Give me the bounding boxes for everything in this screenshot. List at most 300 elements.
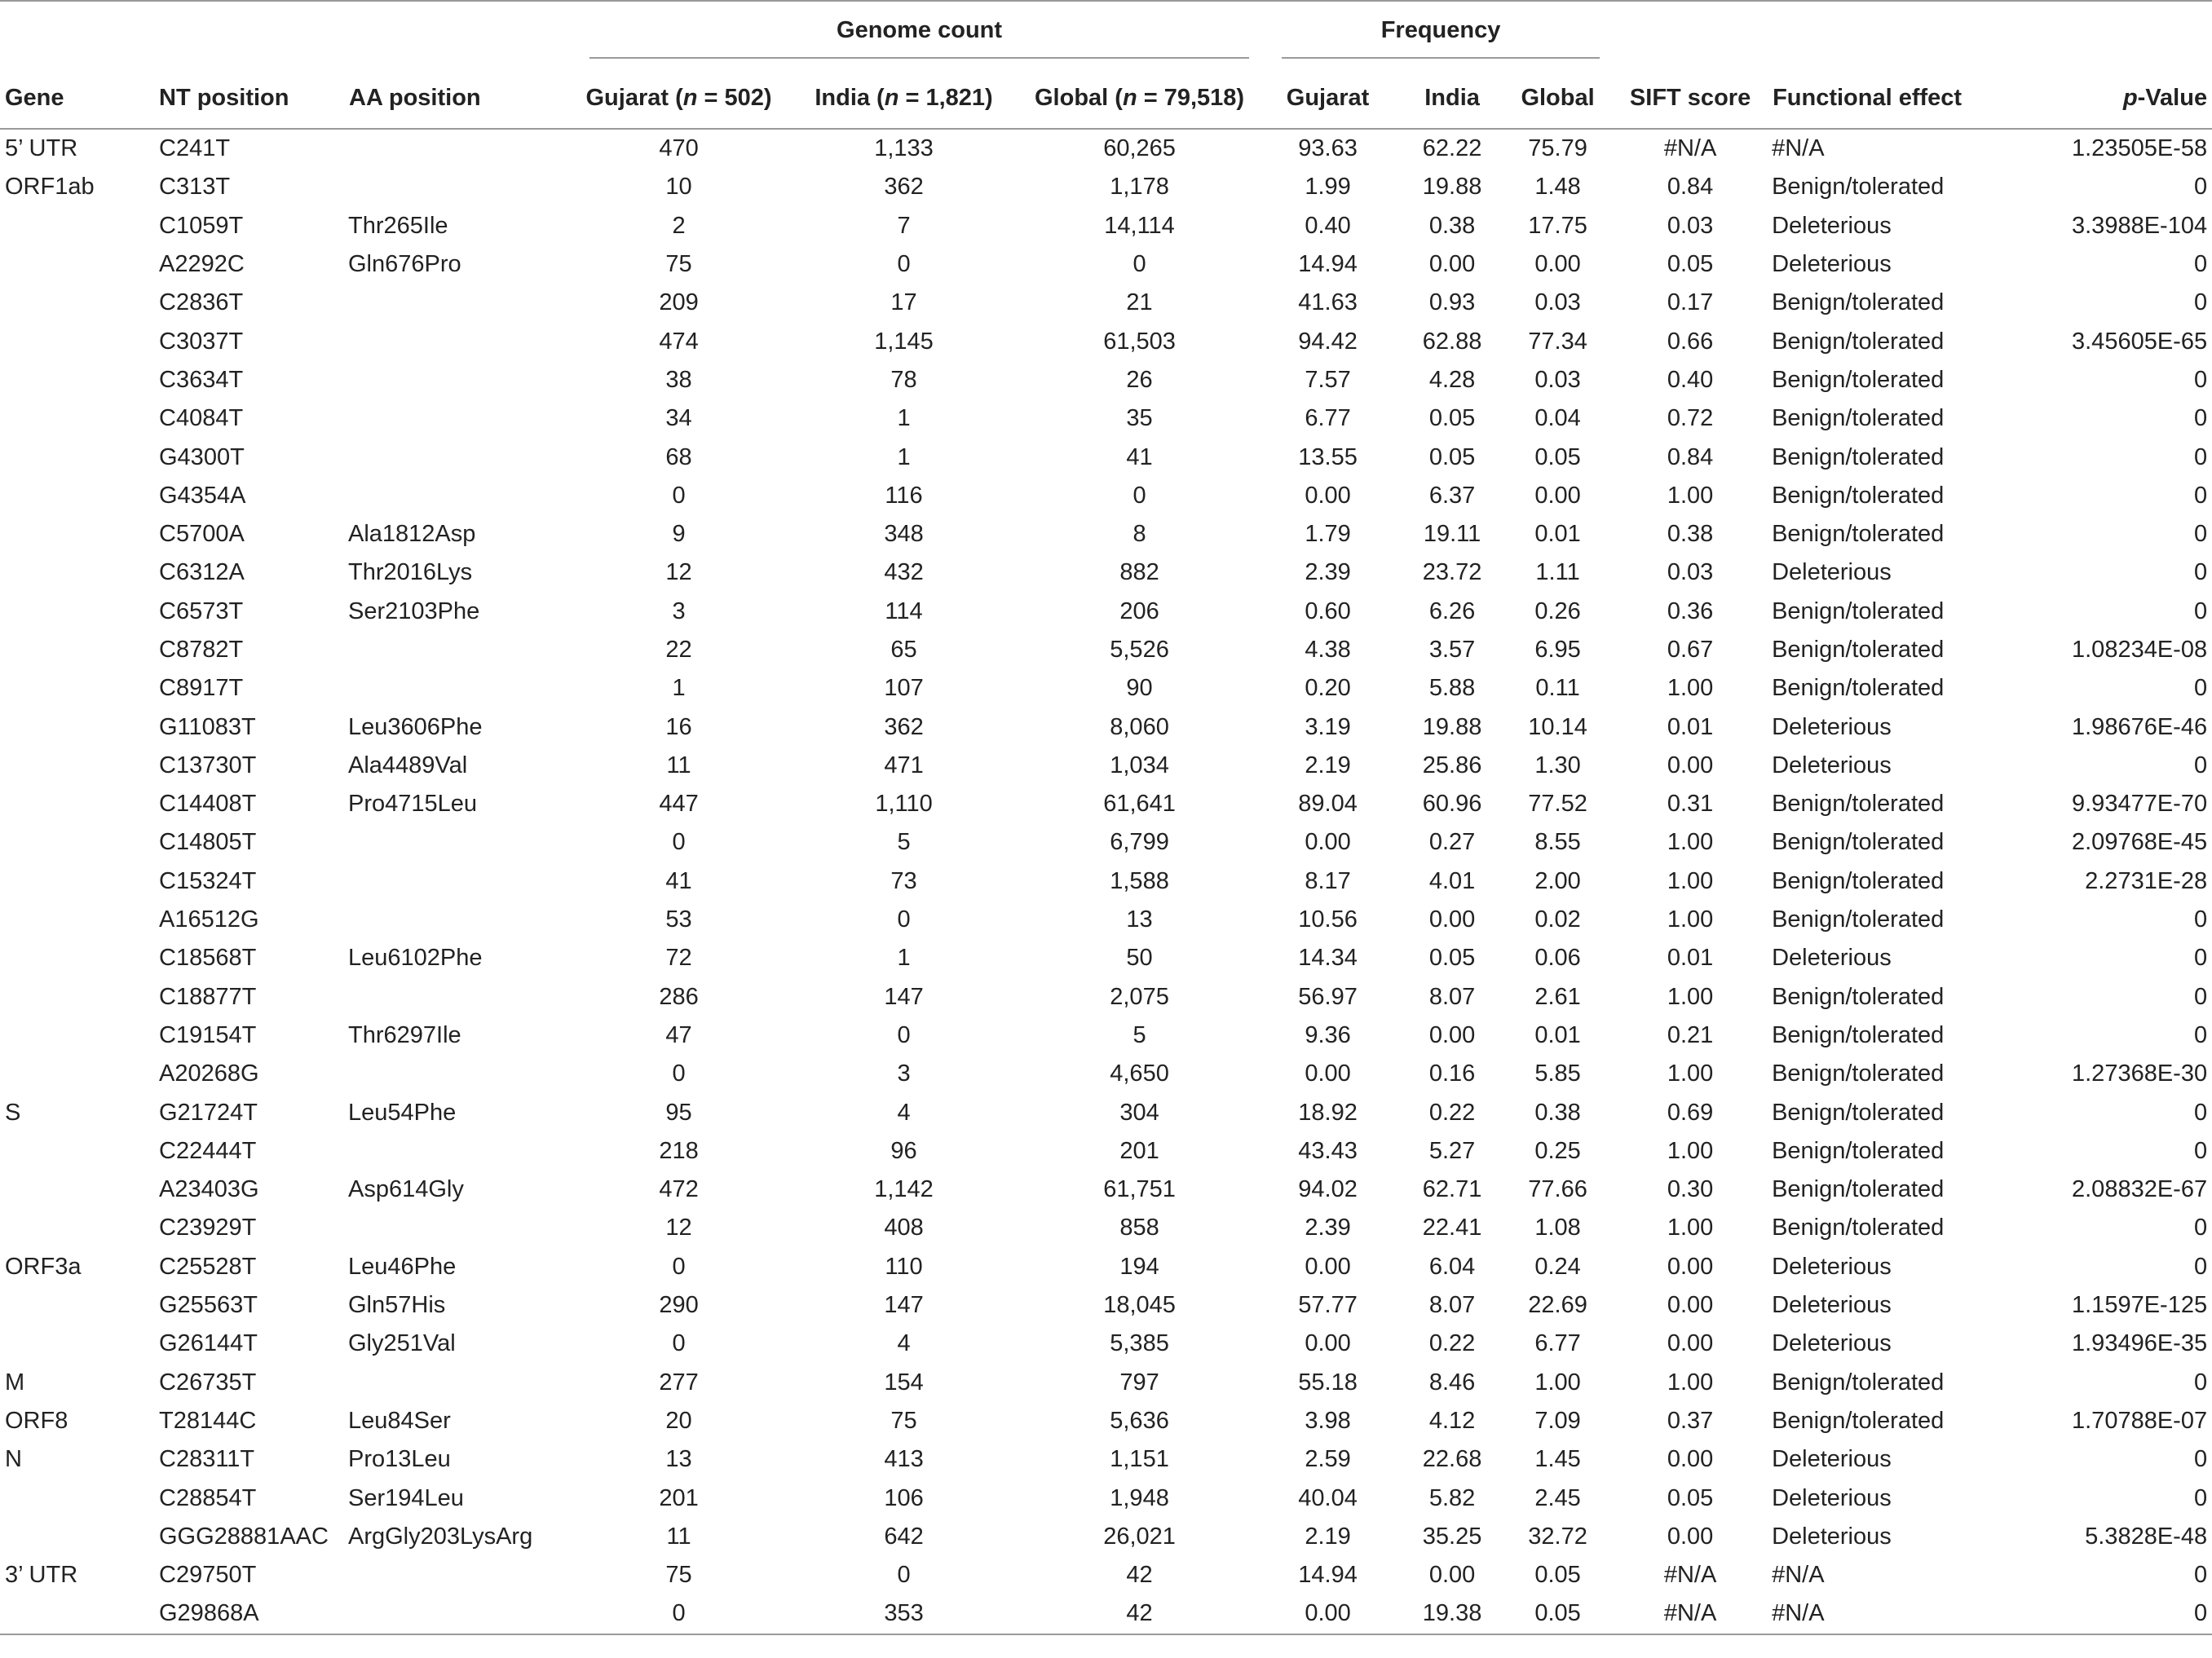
cell-global-freq: 0.03 — [1534, 289, 1581, 316]
cell-gujarat-count: 0 — [672, 1061, 686, 1087]
cell-sift-score: 0.05 — [1667, 251, 1714, 278]
cell-aa-position: Thr2016Lys — [348, 559, 473, 586]
cell-functional-effect: Benign/tolerated — [1772, 1099, 1945, 1126]
col-header-nt-position: NT position — [135, 68, 348, 129]
cell-global-freq: 0.38 — [1534, 1099, 1581, 1126]
column-header-row — [0, 68, 2212, 129]
cell-functional-effect: Deleterious — [1772, 1330, 1892, 1357]
cell-functional-effect: Benign/tolerated — [1772, 521, 1945, 548]
table-row — [0, 593, 2212, 631]
cell-sift-score: 0.36 — [1667, 597, 1714, 624]
cell-india-freq: 0.22 — [1428, 1099, 1476, 1126]
cell-india-count: 17 — [890, 289, 917, 316]
cell-gujarat-count: 75 — [665, 1562, 692, 1589]
cell-gujarat-count: 290 — [659, 1292, 699, 1319]
cell-global-freq: 1.08 — [1534, 1215, 1581, 1241]
table-row — [0, 862, 2212, 901]
cell-india-freq: 6.26 — [1428, 597, 1476, 624]
cell-functional-effect: Benign/tolerated — [1772, 1176, 1945, 1203]
cell-functional-effect: Deleterious — [1772, 559, 1892, 586]
cell-nt-position: A2292C — [159, 251, 245, 278]
global-count-prefix: Global ( — [1035, 84, 1123, 111]
frequency-group-header — [1258, 1, 1609, 68]
cell-aa-position — [348, 901, 571, 939]
table-row — [0, 322, 2212, 360]
cell-p-value: 3.45605E-65 — [2072, 328, 2208, 355]
cell-functional-effect: Deleterious — [1772, 1446, 1892, 1473]
cell-gujarat-count: 218 — [659, 1137, 699, 1164]
cell-nt-position: C22444T — [159, 1137, 257, 1164]
cell-nt-position: C6312A — [159, 559, 245, 586]
cell-global-freq: 0.00 — [1534, 482, 1581, 509]
cell-india-count: 7 — [897, 212, 911, 239]
cell-p-value: 2.2731E-28 — [2085, 867, 2208, 894]
cell-global-freq: 0.05 — [1534, 443, 1581, 470]
cell-india-freq: 25.86 — [1422, 752, 1482, 778]
cell-global-count: 1,151 — [1110, 1446, 1169, 1473]
cell-india-freq: 22.41 — [1422, 1215, 1482, 1241]
cell-gujarat-count: 201 — [659, 1484, 699, 1511]
cell-gene — [0, 631, 135, 669]
cell-aa-position: Pro4715Leu — [348, 791, 478, 818]
cell-gujarat-freq: 56.97 — [1298, 983, 1358, 1010]
cell-gene: ORF3a — [5, 1253, 82, 1280]
table-row — [0, 1594, 2212, 1634]
cell-nt-position: C23929T — [159, 1215, 257, 1241]
cell-nt-position: C18568T — [159, 945, 257, 972]
cell-functional-effect: Benign/tolerated — [1772, 289, 1945, 316]
cell-gene — [0, 785, 135, 823]
cell-gene — [0, 207, 135, 245]
cell-global-count: 5,385 — [1110, 1330, 1169, 1357]
cell-gujarat-count: 9 — [672, 521, 686, 548]
table-row — [0, 1055, 2212, 1093]
cell-global-freq: 32.72 — [1528, 1523, 1587, 1550]
cell-gujarat-count: 95 — [665, 1099, 692, 1126]
cell-aa-position — [348, 1132, 571, 1171]
cell-gujarat-freq: 4.38 — [1305, 637, 1351, 663]
col-header-sift-score: SIFT score — [1609, 68, 1772, 129]
cell-india-freq: 5.82 — [1428, 1484, 1476, 1511]
cell-aa-position — [348, 862, 571, 901]
cell-p-value: 0 — [2193, 443, 2208, 470]
cell-global-count: 42 — [1126, 1562, 1153, 1589]
cell-gene — [0, 708, 135, 746]
table-row — [0, 823, 2212, 862]
cell-sift-score: 0.38 — [1667, 521, 1714, 548]
table-body — [0, 129, 2212, 1634]
cell-nt-position: C26735T — [159, 1369, 257, 1396]
cell-gujarat-count: 10 — [665, 174, 692, 201]
cell-p-value: 1.98676E-46 — [2072, 713, 2208, 740]
cell-india-freq: 0.00 — [1428, 1562, 1476, 1589]
cell-p-value: 0 — [2193, 366, 2208, 393]
cell-functional-effect: Benign/tolerated — [1772, 482, 1945, 509]
table-row — [0, 785, 2212, 823]
cell-functional-effect: Deleterious — [1772, 212, 1892, 239]
cell-gujarat-freq: 13.55 — [1298, 443, 1358, 470]
cell-india-count: 1,110 — [875, 791, 933, 818]
cell-global-freq: 0.03 — [1534, 366, 1581, 393]
cell-gene — [0, 1518, 135, 1556]
cell-gujarat-count: 209 — [659, 289, 699, 316]
cell-nt-position: G4354A — [159, 482, 246, 509]
cell-gujarat-count: 2 — [672, 212, 686, 239]
cell-india-count: 0 — [897, 1021, 911, 1048]
cell-india-freq: 4.01 — [1428, 867, 1476, 894]
gujarat-count-prefix: Gujarat ( — [585, 84, 683, 111]
cell-gujarat-freq: 40.04 — [1298, 1484, 1358, 1511]
cell-p-value: 0 — [2193, 482, 2208, 509]
cell-functional-effect: #N/A — [1772, 1594, 2016, 1634]
cell-global-count: 50 — [1126, 945, 1153, 972]
cell-gene — [0, 901, 135, 939]
cell-aa-position — [348, 477, 571, 515]
cell-functional-effect: Benign/tolerated — [1772, 906, 1945, 933]
cell-global-freq: 17.75 — [1528, 212, 1587, 239]
cell-gujarat-count: 447 — [659, 791, 699, 818]
cell-india-count: 3 — [897, 1061, 911, 1087]
cell-gene — [0, 747, 135, 785]
cell-sift-score: 1.00 — [1667, 675, 1714, 702]
cell-gujarat-freq: 0.60 — [1305, 597, 1351, 624]
cell-sift-score: #N/A — [1609, 1594, 1772, 1634]
cell-nt-position: A23403G — [159, 1176, 259, 1203]
cell-aa-position — [348, 322, 571, 360]
cell-india-count: 154 — [884, 1369, 924, 1396]
genome-count-label: Genome count — [837, 16, 1003, 43]
cell-aa-position — [348, 1209, 571, 1247]
cell-nt-position: C8782T — [159, 637, 244, 663]
cell-aa-position: Leu3606Phe — [348, 713, 483, 740]
cell-functional-effect: Benign/tolerated — [1772, 328, 1945, 355]
cell-india-count: 348 — [884, 521, 924, 548]
cell-gene — [0, 939, 135, 977]
cell-sift-score: 1.00 — [1667, 1369, 1714, 1396]
table-row — [0, 1286, 2212, 1325]
cell-global-count: 61,641 — [1103, 791, 1176, 818]
cell-nt-position: C6573T — [159, 597, 244, 624]
cell-gujarat-count: 16 — [665, 713, 692, 740]
cell-india-count: 147 — [884, 1292, 924, 1319]
table-row — [0, 1209, 2212, 1247]
cell-gene — [0, 245, 135, 284]
cell-functional-effect: Benign/tolerated — [1772, 1369, 1945, 1396]
cell-aa-position — [348, 669, 571, 708]
cell-gujarat-freq: 0.00 — [1305, 1330, 1351, 1357]
cell-sift-score: 1.00 — [1667, 867, 1714, 894]
cell-global-freq: 0.05 — [1534, 1562, 1581, 1589]
cell-p-value: 2.09768E-45 — [2072, 829, 2208, 856]
cell-p-value: 0 — [2193, 251, 2208, 278]
cell-gujarat-count: 1 — [672, 675, 686, 702]
cell-global-count: 18,045 — [1103, 1292, 1176, 1319]
cell-india-count: 1,133 — [874, 135, 934, 162]
cell-global-count: 5,636 — [1110, 1407, 1169, 1434]
cell-functional-effect: Benign/tolerated — [1772, 1407, 1945, 1434]
cell-gene — [0, 322, 135, 360]
cell-gujarat-count: 12 — [665, 559, 692, 586]
cell-p-value: 0 — [2016, 1594, 2212, 1634]
table-row — [0, 207, 2212, 245]
cell-gujarat-count: 20 — [665, 1407, 692, 1434]
table-row — [0, 553, 2212, 592]
cell-nt-position: T28144C — [159, 1407, 257, 1434]
cell-india-count: 471 — [884, 752, 924, 778]
cell-aa-position — [348, 1364, 571, 1402]
cell-india-freq: 60.96 — [1422, 791, 1482, 818]
cell-global-freq: 0.04 — [1534, 405, 1581, 432]
cell-p-value: 0 — [2193, 945, 2208, 972]
cell-india-freq: 0.38 — [1428, 212, 1476, 239]
cell-p-value: 0 — [2193, 521, 2208, 548]
cell-gujarat-freq: 43.43 — [1298, 1137, 1358, 1164]
cell-sift-score: 0.00 — [1667, 752, 1714, 778]
cell-global-freq: 10.14 — [1528, 713, 1587, 740]
cell-aa-position: Ala4489Val — [348, 752, 468, 778]
cell-p-value: 0 — [2193, 675, 2208, 702]
global-count-n: n — [1122, 84, 1137, 111]
cell-gujarat-freq: 0.00 — [1305, 482, 1351, 509]
cell-nt-position: C1059T — [159, 212, 244, 239]
cell-nt-position: C19154T — [159, 1021, 257, 1048]
cell-gujarat-count: 34 — [665, 405, 692, 432]
table-row — [0, 1132, 2212, 1171]
table-row — [0, 515, 2212, 553]
cell-sift-score: 0.67 — [1667, 637, 1714, 663]
cell-india-count: 0 — [897, 906, 911, 933]
cell-india-freq: 19.88 — [1422, 174, 1482, 201]
cell-gujarat-freq: 0.40 — [1305, 212, 1351, 239]
table-row — [0, 284, 2212, 322]
cell-functional-effect: Benign/tolerated — [1772, 829, 1945, 856]
cell-global-count: 2,075 — [1110, 983, 1169, 1010]
cell-gujarat-count: 75 — [665, 251, 692, 278]
cell-functional-effect: Benign/tolerated — [1772, 983, 1945, 1010]
cell-global-freq: 1.30 — [1534, 752, 1581, 778]
cell-gene — [0, 823, 135, 862]
col-header-india-freq: India — [1397, 68, 1507, 129]
cell-p-value: 0 — [2193, 597, 2208, 624]
cell-p-value: 1.23505E-58 — [2072, 135, 2208, 162]
cell-sift-score: 0.00 — [1667, 1523, 1714, 1550]
cell-global-freq: 0.02 — [1534, 906, 1581, 933]
cell-global-freq: 1.48 — [1534, 174, 1581, 201]
cell-global-count: 194 — [1119, 1253, 1159, 1280]
cell-gujarat-count: 11 — [666, 1523, 691, 1550]
cell-india-freq: 0.05 — [1428, 405, 1476, 432]
col-header-functional-effect: Functional effect — [1772, 68, 2016, 129]
cell-india-freq: 22.68 — [1422, 1446, 1482, 1473]
cell-sift-score: 1.00 — [1667, 829, 1714, 856]
cell-global-count: 5 — [1132, 1021, 1146, 1048]
cell-sift-score: 0.00 — [1667, 1292, 1714, 1319]
cell-gujarat-freq: 14.94 — [1298, 251, 1358, 278]
cell-india-freq: 8.46 — [1428, 1369, 1476, 1396]
cell-sift-score: 0.21 — [1667, 1021, 1714, 1048]
cell-global-freq: 77.52 — [1528, 791, 1587, 818]
cell-gujarat-freq: 93.63 — [1298, 135, 1358, 162]
cell-gujarat-freq: 2.39 — [1305, 559, 1351, 586]
cell-global-count: 60,265 — [1103, 135, 1176, 162]
cell-gujarat-freq: 2.39 — [1305, 1215, 1351, 1241]
cell-global-count: 4,650 — [1110, 1061, 1169, 1087]
cell-sift-score: 0.84 — [1667, 174, 1714, 201]
cell-aa-position — [348, 129, 571, 168]
cell-gene: N — [5, 1446, 22, 1473]
cell-functional-effect: Benign/tolerated — [1772, 791, 1945, 818]
cell-gujarat-freq: 89.04 — [1298, 791, 1358, 818]
cell-gujarat-count: 12 — [665, 1215, 692, 1241]
cell-p-value: 0 — [2193, 289, 2208, 316]
cell-sift-score: 0.31 — [1667, 791, 1714, 818]
cell-india-count: 362 — [884, 713, 924, 740]
cell-nt-position: C2836T — [159, 289, 244, 316]
table-row — [0, 631, 2212, 669]
cell-gujarat-count: 11 — [666, 752, 691, 778]
cell-functional-effect: Benign/tolerated — [1772, 174, 1945, 201]
cell-functional-effect: Deleterious — [1772, 251, 1892, 278]
cell-gujarat-count: 474 — [659, 328, 699, 355]
cell-nt-position: A16512G — [159, 906, 259, 933]
cell-india-count: 413 — [884, 1446, 924, 1473]
cell-p-value: 0 — [2193, 1484, 2208, 1511]
cell-gujarat-count: 0 — [571, 1594, 787, 1634]
cell-sift-score: 0.03 — [1667, 212, 1714, 239]
cell-global-count: 1,948 — [1110, 1484, 1169, 1511]
cell-global-count: 90 — [1126, 675, 1153, 702]
cell-gujarat-count: 0 — [672, 1330, 686, 1357]
empty-group-cell — [1609, 1, 2212, 68]
cell-nt-position: G25563T — [159, 1292, 258, 1319]
col-header-p-value — [2016, 68, 2212, 129]
cell-india-freq: 4.12 — [1428, 1407, 1476, 1434]
table-row — [0, 477, 2212, 515]
cell-functional-effect: Benign/tolerated — [1772, 1215, 1945, 1241]
cell-global-freq: 0.26 — [1534, 597, 1581, 624]
cell-global-freq: 2.61 — [1534, 983, 1581, 1010]
cell-sift-score: 1.00 — [1667, 1137, 1714, 1164]
cell-india-count: 5 — [897, 829, 911, 856]
cell-gujarat-count: 53 — [665, 906, 692, 933]
cell-nt-position: G29868A — [135, 1594, 348, 1634]
cell-gene — [0, 593, 135, 631]
cell-india-count: 78 — [890, 366, 917, 393]
cell-sift-score: 0.69 — [1667, 1099, 1714, 1126]
cell-gujarat-freq: 2.19 — [1305, 752, 1351, 778]
cell-sift-score: 1.00 — [1667, 1061, 1714, 1087]
cell-gene — [0, 1479, 135, 1517]
cell-nt-position: G11083T — [159, 713, 256, 740]
cell-global-count: 35 — [1126, 405, 1153, 432]
cell-gene — [0, 1132, 135, 1171]
cell-india-freq: 6.04 — [1428, 1253, 1476, 1280]
cell-nt-position: C4084T — [159, 405, 244, 432]
cell-aa-position — [348, 631, 571, 669]
cell-gujarat-count: 286 — [659, 983, 699, 1010]
cell-global-count: 42 — [1021, 1594, 1258, 1634]
gujarat-count-suffix: = 502) — [697, 84, 772, 111]
cell-nt-position: C3634T — [159, 366, 244, 393]
cell-p-value: 1.1597E-125 — [2072, 1292, 2208, 1319]
cell-gujarat-count: 277 — [659, 1369, 699, 1396]
cell-sift-score: 0.37 — [1667, 1407, 1714, 1434]
cell-global-count: 0 — [1132, 251, 1146, 278]
cell-functional-effect: #N/A — [1772, 135, 1825, 162]
table-row — [0, 1518, 2212, 1556]
cell-p-value: 5.3828E-48 — [2085, 1523, 2208, 1550]
cell-gujarat-freq: 3.98 — [1305, 1407, 1351, 1434]
cell-functional-effect: Benign/tolerated — [1772, 597, 1945, 624]
cell-gujarat-count: 38 — [665, 366, 692, 393]
cell-india-count: 1 — [897, 945, 911, 972]
table-row — [0, 1402, 2212, 1440]
cell-sift-score: 0.03 — [1667, 559, 1714, 586]
cell-functional-effect: Benign/tolerated — [1772, 1021, 1945, 1048]
cell-gujarat-freq: 0.00 — [1258, 1594, 1397, 1634]
cell-gujarat-freq: 9.36 — [1305, 1021, 1351, 1048]
group-header-row — [0, 1, 2212, 68]
cell-global-freq: 1.00 — [1534, 1369, 1581, 1396]
cell-global-count: 21 — [1126, 289, 1153, 316]
cell-india-count: 1 — [897, 405, 911, 432]
cell-gujarat-freq: 14.34 — [1298, 945, 1358, 972]
cell-sift-score: #N/A — [1663, 135, 1717, 162]
cell-aa-position — [348, 168, 571, 206]
cell-global-count: 61,503 — [1103, 328, 1176, 355]
cell-global-freq: 77.34 — [1528, 328, 1587, 355]
india-count-n: n — [884, 84, 899, 111]
cell-nt-position: C8917T — [159, 675, 244, 702]
cell-india-count: 0 — [897, 1562, 911, 1589]
cell-global-freq: 1.11 — [1535, 559, 1580, 586]
cell-gujarat-freq: 8.17 — [1305, 867, 1351, 894]
cell-gujarat-count: 0 — [672, 482, 686, 509]
cell-gujarat-freq: 0.00 — [1305, 829, 1351, 856]
cell-india-count: 114 — [885, 597, 923, 624]
cell-gujarat-freq: 6.77 — [1305, 405, 1351, 432]
cell-sift-score: 0.00 — [1667, 1330, 1714, 1357]
cell-gujarat-freq: 94.42 — [1298, 328, 1358, 355]
cell-functional-effect: Deleterious — [1772, 752, 1892, 778]
cell-functional-effect: Deleterious — [1772, 1484, 1892, 1511]
cell-india-count: 642 — [884, 1523, 924, 1550]
cell-sift-score: 0.01 — [1667, 713, 1714, 740]
cell-aa-position — [348, 823, 571, 862]
cell-aa-position — [348, 978, 571, 1016]
cell-aa-position: Ser194Leu — [348, 1484, 464, 1511]
col-header-gujarat-count — [571, 68, 787, 129]
cell-sift-score: 0.30 — [1667, 1176, 1714, 1203]
cell-global-freq: 0.01 — [1534, 521, 1581, 548]
cell-india-count: 107 — [884, 675, 924, 702]
cell-gujarat-freq: 14.94 — [1298, 1562, 1358, 1589]
cell-gene — [0, 553, 135, 592]
cell-global-count: 206 — [1119, 597, 1159, 624]
cell-india-count: 75 — [890, 1407, 917, 1434]
cell-gene: ORF1ab — [5, 174, 95, 201]
cell-global-freq: 0.25 — [1534, 1137, 1581, 1164]
cell-gene — [0, 399, 135, 438]
cell-p-value: 0 — [2193, 906, 2208, 933]
cell-global-count: 858 — [1119, 1215, 1159, 1241]
cell-p-value: 0 — [2193, 1021, 2208, 1048]
cell-aa-position: Leu54Phe — [348, 1099, 457, 1126]
cell-functional-effect: Deleterious — [1772, 713, 1892, 740]
col-header-gujarat-freq: Gujarat — [1258, 68, 1397, 129]
cell-global-count: 797 — [1119, 1369, 1159, 1396]
cell-india-count: 110 — [885, 1253, 923, 1280]
